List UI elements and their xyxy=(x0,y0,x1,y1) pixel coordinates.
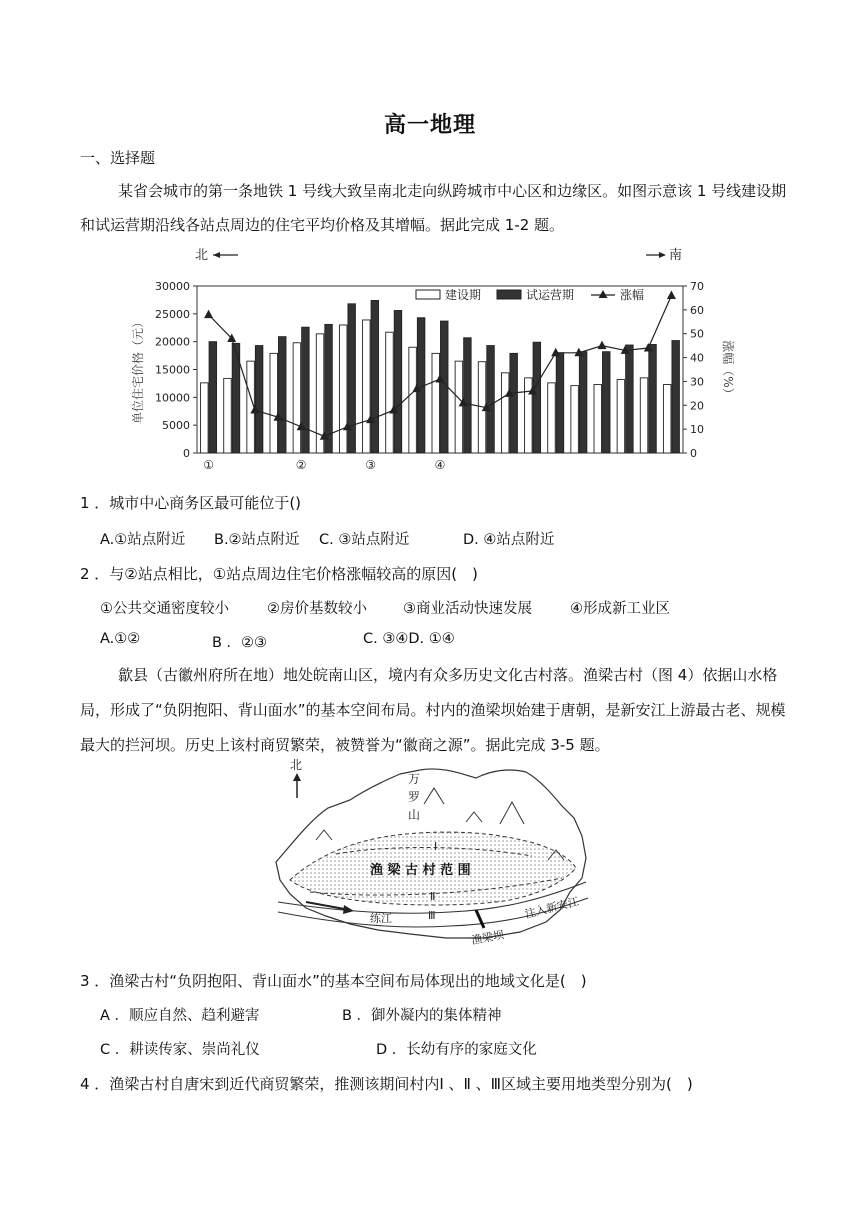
direction-north-label: 北 xyxy=(195,248,209,263)
bar-construction xyxy=(247,361,255,453)
outflow-label: 注入新安江 xyxy=(523,894,581,921)
q3-option-b: B ．御外凝内的集体精神 xyxy=(342,1008,502,1024)
bar-construction xyxy=(548,383,556,453)
direction-south-label: 南 xyxy=(669,248,683,263)
growth-point xyxy=(598,341,607,350)
bar-construction xyxy=(409,347,417,453)
bar-trial xyxy=(302,327,310,453)
bar-construction xyxy=(640,378,648,453)
bar-trial xyxy=(441,321,449,453)
passage2-line3: 最大的拦河坝。历史上该村商贸繁荣，被赞誉为“徽商之源”。据此完成 3-5 题。 xyxy=(80,736,610,754)
bar-trial xyxy=(371,300,379,453)
bar-trial xyxy=(626,345,634,453)
left-tick-label: 15000 xyxy=(155,363,190,377)
arrow-right-head-icon xyxy=(659,252,666,258)
section-heading: 一、选择题 xyxy=(80,149,156,167)
bar-construction xyxy=(363,320,371,453)
zone-1-label: Ⅰ xyxy=(434,840,438,853)
left-tick-label: 30000 xyxy=(155,280,190,293)
right-tick-label: 50 xyxy=(690,327,704,341)
q2-item-1: ①公共交通密度较小 xyxy=(100,601,229,617)
left-axis-label: 单位住宅价格（元） xyxy=(131,315,145,425)
dam-icon xyxy=(476,910,484,928)
left-tick-label: 0 xyxy=(183,447,190,460)
passage1-line1: 某省会城市的第一条地铁 1 号线大致呈南北走向纵跨城市中心区和边缘区。如图示意该 1 号线建设期 xyxy=(118,182,787,200)
bar-trial xyxy=(579,352,587,453)
q2-option-a: A.①② xyxy=(100,631,141,647)
bar-construction xyxy=(663,385,671,453)
q2-option-cd: C. ③④D. ①④ xyxy=(363,631,455,647)
right-tick-label: 20 xyxy=(690,399,704,413)
bar-construction xyxy=(594,385,602,453)
station-label: ② xyxy=(295,458,307,472)
bar-construction xyxy=(224,378,232,453)
left-tick-label: 10000 xyxy=(155,391,190,405)
bar-trial xyxy=(209,342,217,453)
growth-point xyxy=(204,310,213,319)
legend-label-growth: 涨幅 xyxy=(620,288,645,302)
bar-trial xyxy=(348,304,356,453)
q2-stem: 2 ．与②站点相比，①站点周边住宅价格涨幅较高的原因( ) xyxy=(80,565,478,583)
bar-trial xyxy=(649,344,657,453)
bar-construction xyxy=(339,325,347,453)
mountain-icon xyxy=(500,802,524,824)
left-tick-label: 25000 xyxy=(155,307,190,321)
page-title: 高一地理 xyxy=(383,113,476,138)
q3-option-d: D ．长幼有序的家庭文化 xyxy=(376,1042,537,1058)
legend-swatch-construction xyxy=(416,290,440,299)
left-tick-label: 20000 xyxy=(155,335,190,349)
q1-option-a: A.①站点附近 xyxy=(100,532,186,548)
bar-construction xyxy=(293,343,301,453)
q1-option-b: B.②站点附近 xyxy=(214,532,300,548)
mountain-icon xyxy=(424,788,444,804)
bar-trial xyxy=(510,353,518,453)
right-tick-label: 30 xyxy=(690,375,704,389)
mountain-label-3: 山 xyxy=(408,808,421,822)
bar-trial xyxy=(556,353,564,453)
dam-label: 渔梁坝 xyxy=(470,928,506,947)
north-label: 北 xyxy=(290,758,303,772)
legend-triangle-icon xyxy=(599,290,608,298)
mountain-label-2: 罗 xyxy=(408,790,421,804)
passage2-line2: 局，形成了“负阴抱阳、背山面水”的基本空间布局。村内的渔梁坝始建于唐朝，是新安江上游最古老、规模 xyxy=(80,701,786,719)
passage2-line1: 歙县（古徽州府所在地）地处皖南山区，境内有众多历史文化古村落。渔梁古村（图 4）依据山水格 xyxy=(118,666,778,684)
station-label: ① xyxy=(203,458,214,472)
right-tick-label: 0 xyxy=(690,447,697,460)
bar-construction xyxy=(201,383,209,453)
station-label: ④ xyxy=(434,458,446,472)
legend-swatch-trial xyxy=(497,290,521,299)
q2-item-3: ③商业活动快速发展 xyxy=(403,601,532,617)
right-tick-label: 10 xyxy=(690,423,704,437)
growth-point xyxy=(551,348,560,357)
station-label: ③ xyxy=(365,458,376,472)
bar-construction xyxy=(455,361,463,453)
housing-price-chart xyxy=(120,244,735,476)
bar-trial xyxy=(603,352,611,453)
bar-trial xyxy=(487,346,495,453)
bar-trial xyxy=(279,337,287,453)
bar-construction xyxy=(571,386,579,453)
bar-trial xyxy=(255,346,263,453)
river-label: 练江 xyxy=(370,912,392,925)
right-tick-label: 70 xyxy=(690,280,704,293)
bar-construction xyxy=(270,353,278,453)
village-label: 渔 梁 古 村 范 围 xyxy=(370,863,471,878)
q3-stem: 3 ．渔梁古村“负阴抱阳、背山面水”的基本空间布局体现出的地域文化是( ) xyxy=(80,972,587,990)
right-tick-label: 40 xyxy=(690,351,704,365)
bar-construction xyxy=(432,353,440,453)
bar-trial xyxy=(464,338,472,453)
bar-construction xyxy=(386,332,394,453)
growth-point xyxy=(667,291,676,300)
bar-trial xyxy=(394,310,402,453)
q3-option-c: C ．耕读传家、崇尚礼仪 xyxy=(100,1042,260,1058)
q1-option-c: C. ③站点附近 xyxy=(319,532,410,548)
right-tick-label: 60 xyxy=(690,303,704,317)
arrow-left-head-icon xyxy=(213,252,220,258)
q4-stem: 4 ．渔梁古村自唐宋到近代商贸繁荣，推测该期间村内Ⅰ 、Ⅱ 、Ⅲ区域主要用地类型分别为( ) xyxy=(80,1075,693,1093)
q3-option-a: A ．顺应自然、趋利避害 xyxy=(100,1008,260,1024)
bar-trial xyxy=(533,342,541,453)
q2-item-4: ④形成新工业区 xyxy=(570,601,670,617)
right-axis-label: 涨幅（%） xyxy=(721,340,735,400)
legend-label-trial: 试运营期 xyxy=(526,288,575,302)
mountain-icon xyxy=(316,830,332,840)
q2-item-2: ②房价基数较小 xyxy=(267,601,367,617)
q1-option-d: D. ④站点附近 xyxy=(463,532,555,548)
flow-arrowhead-icon xyxy=(343,905,354,914)
legend-label-construction: 建设期 xyxy=(445,288,482,302)
bar-construction xyxy=(617,380,625,453)
mountain-label-1: 万 xyxy=(408,772,421,786)
north-arrowhead-icon xyxy=(293,773,301,781)
bar-construction xyxy=(501,373,509,453)
bar-trial xyxy=(672,341,680,453)
q1-stem: 1 ．城市中心商务区最可能位于() xyxy=(80,494,302,512)
yuliang-village-map xyxy=(270,752,600,952)
mountain-icon xyxy=(466,812,482,822)
zone-2-label: Ⅱ xyxy=(430,890,436,903)
q2-option-b: B ．②③ xyxy=(212,635,268,651)
left-tick-label: 5000 xyxy=(162,419,190,433)
passage1-line2: 和试运营期沿线各站点周边的住宅平均价格及其增幅。据此完成 1-2 题。 xyxy=(80,216,565,234)
zone-3-label: Ⅲ xyxy=(428,909,436,922)
